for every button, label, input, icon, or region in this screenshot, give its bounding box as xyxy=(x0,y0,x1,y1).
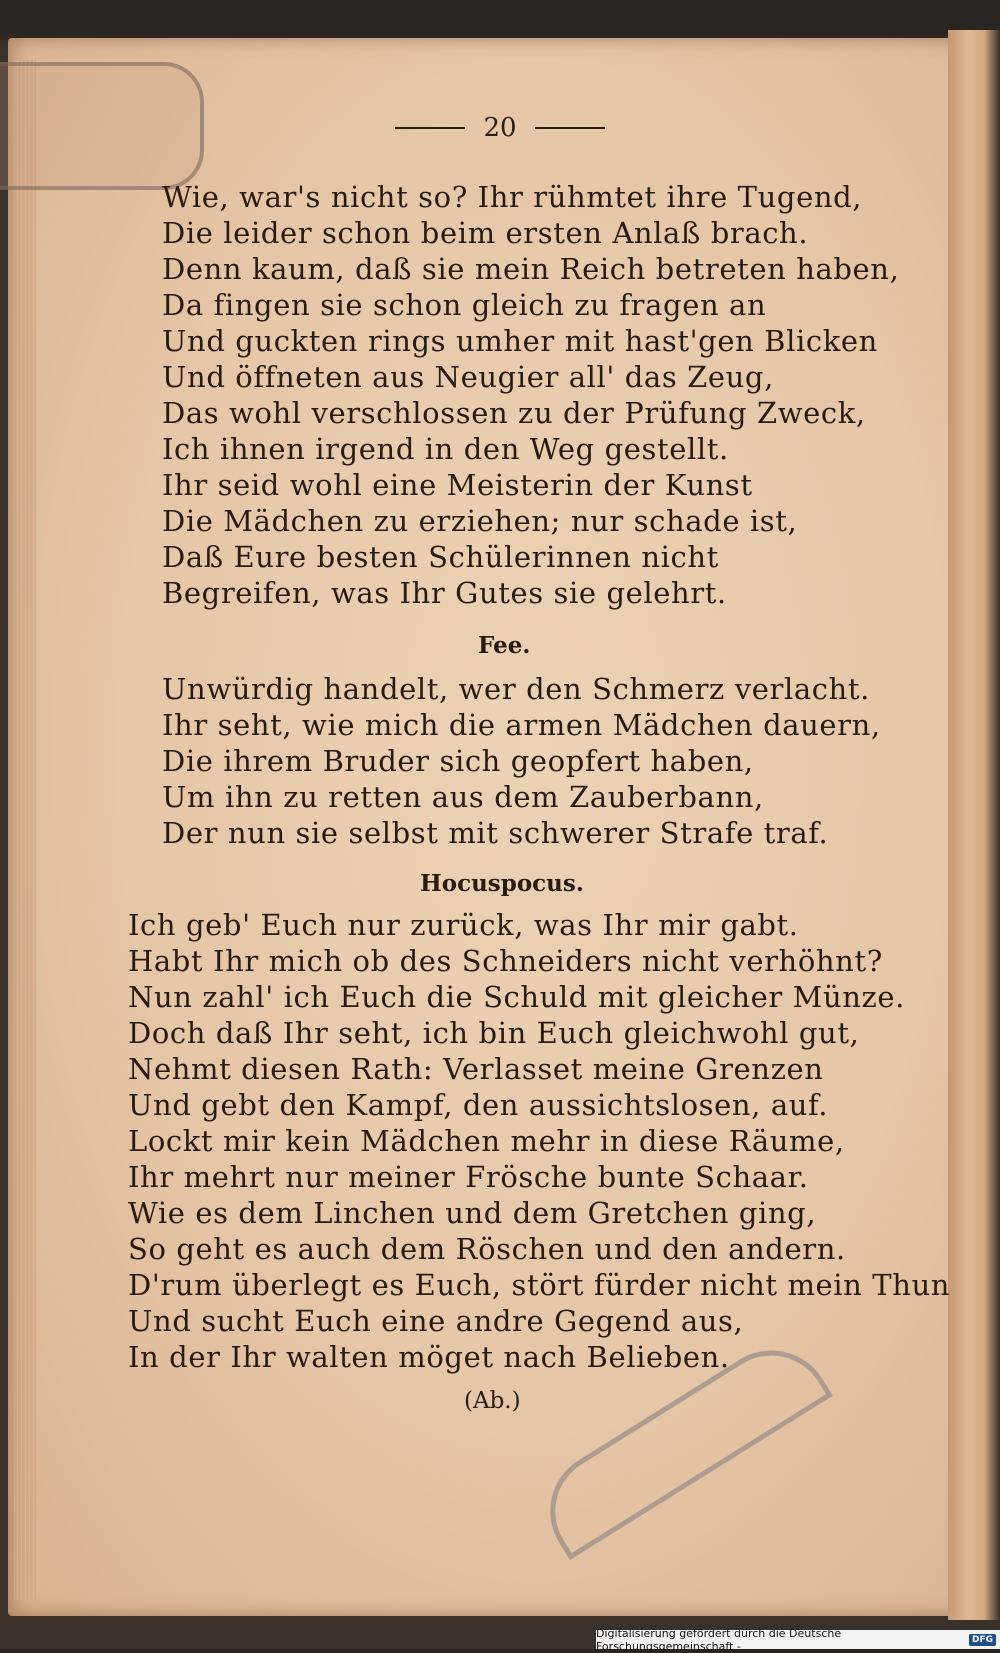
paper-clip-top xyxy=(0,62,204,190)
verse-line: Und sucht Euch eine andre Gegend aus, xyxy=(128,1304,744,1338)
verse-line: Habt Ihr mich ob des Schneiders nicht verhöhnt? xyxy=(128,944,883,978)
verse-line: Wie es dem Linchen und dem Gretchen ging, xyxy=(128,1196,817,1230)
page-edges xyxy=(14,60,36,1600)
verse-line: Und gebt den Kampf, den aussichtslosen, auf. xyxy=(128,1088,829,1122)
verse-line: Die leider schon beim ersten Anlaß brach. xyxy=(162,216,809,250)
verse-line: Die ihrem Bruder sich geopfert haben, xyxy=(162,744,754,778)
footer-text: Digitalisierung gefördert durch die Deutsche Forschungsgemeinschaft - xyxy=(596,1626,842,1653)
verse-line: Lockt mir kein Mädchen mehr in diese Räume, xyxy=(128,1124,845,1158)
verse-line: Wie, war's nicht so? Ihr rühmtet ihre Tugend, xyxy=(162,180,863,214)
verse-line: Nun zahl' ich Euch die Schuld mit gleicher Münze. xyxy=(128,980,905,1014)
verse-line: Ich ihnen irgend in den Weg gestellt. xyxy=(162,432,729,466)
verse-line: In der Ihr walten möget nach Belieben. xyxy=(128,1340,730,1374)
dfg-logo: DFG xyxy=(969,1634,996,1646)
dash-right xyxy=(535,127,605,129)
verse-line: Ihr seht, wie mich die armen Mädchen dauern, xyxy=(162,708,881,742)
verse-line: Unwürdig handelt, wer den Schmerz verlacht. xyxy=(162,672,870,706)
verse-line: Die Mädchen zu erziehen; nur schade ist, xyxy=(162,504,798,538)
page-number-header xyxy=(370,108,630,148)
verse-line: Da fingen sie schon gleich zu fragen an xyxy=(162,288,767,322)
verse-line: Ihr mehrt nur meiner Frösche bunte Schaar. xyxy=(128,1160,809,1194)
verse-line: Daß Eure besten Schülerinnen nicht xyxy=(162,540,719,574)
page-number: 20 xyxy=(483,113,517,143)
verse-line: Das wohl verschlossen zu der Prüfung Zweck, xyxy=(162,396,866,430)
page-right-edge xyxy=(948,30,1000,1620)
speaker-label-fee: Fee. xyxy=(478,632,531,659)
digitization-footer xyxy=(596,1626,1000,1653)
speaker-label-hocuspocus: Hocuspocus. xyxy=(420,870,584,897)
verse-line: Der nun sie selbst mit schwerer Strafe traf. xyxy=(162,816,829,850)
verse-line: Ihr seid wohl eine Meisterin der Kunst xyxy=(162,468,753,502)
verse-line: Und guckten rings umher mit hast'gen Blicken xyxy=(162,324,878,358)
verse-line: Nehmt diesen Rath: Verlasset meine Grenzen xyxy=(128,1052,824,1086)
dash-left xyxy=(395,127,465,129)
verse-line: So geht es auch dem Röschen und den andern. xyxy=(128,1232,846,1266)
verse-line: Ich geb' Euch nur zurück, was Ihr mir gabt. xyxy=(128,908,799,942)
verse-line: Begreifen, was Ihr Gutes sie gelehrt. xyxy=(162,576,727,610)
verse-line: Denn kaum, daß sie mein Reich betreten haben, xyxy=(162,252,900,286)
verse-line: Doch daß Ihr seht, ich bin Euch gleichwohl gut, xyxy=(128,1016,860,1050)
stage-direction-exit: (Ab.) xyxy=(464,1388,521,1414)
verse-line: Und öffneten aus Neugier all' das Zeug, xyxy=(162,360,774,394)
verse-line: D'rum überlegt es Euch, stört fürder nicht mein Thun xyxy=(128,1268,951,1302)
verse-line: Um ihn zu retten aus dem Zauberbann, xyxy=(162,780,764,814)
